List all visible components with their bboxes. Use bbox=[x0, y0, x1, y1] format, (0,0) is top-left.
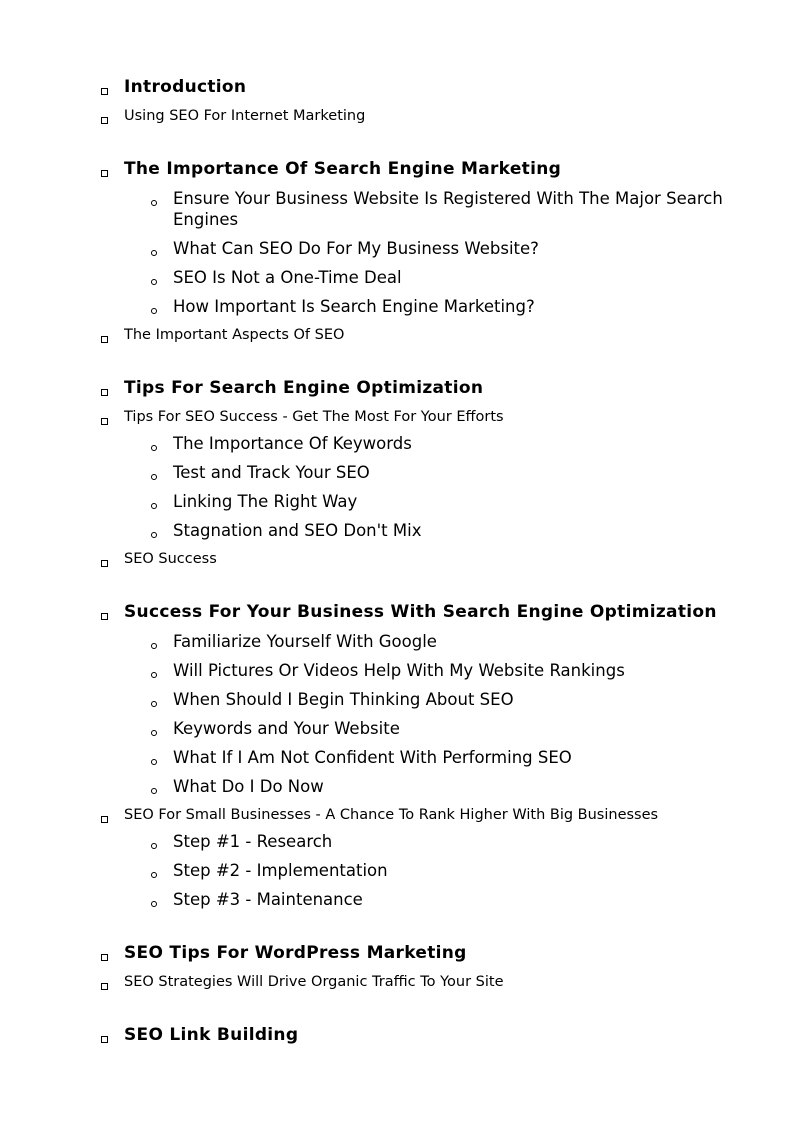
square-bullet-icon bbox=[101, 613, 108, 620]
square-bullet-icon bbox=[101, 1036, 108, 1043]
toc-subheading[interactable] bbox=[124, 549, 764, 570]
toc-entry-text: SEO Strategies Will Drive Organic Traffic To Your Site bbox=[124, 974, 504, 990]
circle-bullet-icon bbox=[151, 843, 157, 849]
toc-entry-text: Tips For Search Engine Optimization bbox=[124, 378, 484, 398]
toc-entry-text: Step #3 - Maintenance bbox=[173, 890, 363, 909]
toc-entry-text: Introduction bbox=[124, 77, 247, 97]
toc-subitem[interactable] bbox=[173, 462, 733, 483]
toc-entry-text: Test and Track Your SEO bbox=[173, 463, 370, 482]
toc-entry-text: Will Pictures Or Videos Help With My Website Rankings bbox=[173, 661, 625, 680]
toc-subitem[interactable] bbox=[173, 267, 733, 288]
toc-entry-text: SEO Tips For WordPress Marketing bbox=[124, 943, 467, 963]
toc-entry-text: How Important Is Search Engine Marketing? bbox=[173, 297, 535, 316]
toc-entry-text: Familiarize Yourself With Google bbox=[173, 632, 437, 651]
toc-subitem[interactable] bbox=[173, 747, 733, 768]
circle-bullet-icon bbox=[151, 730, 157, 736]
toc-entry-text: What If I Am Not Confident With Performing SEO bbox=[173, 748, 572, 767]
toc-entry-text: SEO Link Building bbox=[124, 1025, 299, 1045]
toc-heading[interactable] bbox=[124, 943, 764, 964]
toc-heading[interactable] bbox=[124, 1025, 764, 1046]
toc-entry-text: Tips For SEO Success - Get The Most For Your Efforts bbox=[124, 409, 504, 425]
toc-heading[interactable] bbox=[124, 159, 764, 180]
toc-heading[interactable] bbox=[124, 378, 764, 399]
toc-entry-text: SEO Is Not a One-Time Deal bbox=[173, 268, 402, 287]
circle-bullet-icon bbox=[151, 643, 157, 649]
toc-entry-text: Ensure Your Business Website Is Registered With The Major Search Engines bbox=[173, 189, 723, 229]
square-bullet-icon bbox=[101, 983, 108, 990]
circle-bullet-icon bbox=[151, 872, 157, 878]
circle-bullet-icon bbox=[151, 445, 157, 451]
toc-subitem[interactable] bbox=[173, 689, 733, 710]
toc-subitem[interactable] bbox=[173, 718, 733, 739]
circle-bullet-icon bbox=[151, 503, 157, 509]
toc-subitem[interactable] bbox=[173, 238, 733, 259]
square-bullet-icon bbox=[101, 389, 108, 396]
toc-entry-text: Stagnation and SEO Don't Mix bbox=[173, 521, 422, 540]
toc-entry-text: The Importance Of Keywords bbox=[173, 434, 412, 453]
circle-bullet-icon bbox=[151, 759, 157, 765]
toc-entry-text: SEO Success bbox=[124, 551, 217, 567]
toc-entry-text: SEO For Small Businesses - A Chance To Rank Higher With Big Businesses bbox=[124, 807, 659, 823]
circle-bullet-icon bbox=[151, 308, 157, 314]
toc-entry-text: Keywords and Your Website bbox=[173, 719, 400, 738]
toc-subitem[interactable] bbox=[173, 660, 733, 681]
toc-subitem[interactable] bbox=[173, 491, 733, 512]
toc-subitem[interactable] bbox=[173, 188, 733, 230]
toc-subitem[interactable] bbox=[173, 889, 733, 910]
toc-entry-text: What Can SEO Do For My Business Website? bbox=[173, 239, 539, 258]
toc-entry-text: When Should I Begin Thinking About SEO bbox=[173, 690, 514, 709]
toc-entry-text: The Important Aspects Of SEO bbox=[124, 327, 345, 343]
toc-subheading[interactable] bbox=[124, 106, 764, 127]
square-bullet-icon bbox=[101, 418, 108, 425]
square-bullet-icon bbox=[101, 816, 108, 823]
circle-bullet-icon bbox=[151, 200, 157, 206]
toc-heading[interactable] bbox=[124, 602, 764, 623]
toc-subitem[interactable] bbox=[173, 296, 733, 317]
toc-subitem[interactable] bbox=[173, 860, 733, 881]
toc-subheading[interactable] bbox=[124, 805, 764, 826]
square-bullet-icon bbox=[101, 560, 108, 567]
circle-bullet-icon bbox=[151, 901, 157, 907]
toc-subheading[interactable] bbox=[124, 325, 764, 346]
toc-entry-text: What Do I Do Now bbox=[173, 777, 324, 796]
toc-entry-text: The Importance Of Search Engine Marketing bbox=[124, 159, 562, 179]
toc-entry-text: Step #1 - Research bbox=[173, 832, 333, 851]
circle-bullet-icon bbox=[151, 532, 157, 538]
toc-heading[interactable] bbox=[124, 77, 764, 98]
square-bullet-icon bbox=[101, 170, 108, 177]
toc-subitem[interactable] bbox=[173, 520, 733, 541]
toc-entry-text: Step #2 - Implementation bbox=[173, 861, 388, 880]
circle-bullet-icon bbox=[151, 788, 157, 794]
toc-subheading[interactable] bbox=[124, 407, 764, 428]
square-bullet-icon bbox=[101, 336, 108, 343]
circle-bullet-icon bbox=[151, 701, 157, 707]
square-bullet-icon bbox=[101, 954, 108, 961]
toc-subitem[interactable] bbox=[173, 831, 733, 852]
toc-entry-text: Using SEO For Internet Marketing bbox=[124, 108, 366, 124]
toc-subitem[interactable] bbox=[173, 631, 733, 652]
toc-entry-text: Success For Your Business With Search Engine Optimization bbox=[124, 602, 717, 622]
toc-subitem[interactable] bbox=[173, 433, 733, 454]
circle-bullet-icon bbox=[151, 279, 157, 285]
square-bullet-icon bbox=[101, 117, 108, 124]
toc-entry-text: Linking The Right Way bbox=[173, 492, 358, 511]
circle-bullet-icon bbox=[151, 474, 157, 480]
circle-bullet-icon bbox=[151, 250, 157, 256]
toc-subitem[interactable] bbox=[173, 776, 733, 797]
square-bullet-icon bbox=[101, 88, 108, 95]
toc-subheading[interactable] bbox=[124, 972, 764, 993]
circle-bullet-icon bbox=[151, 672, 157, 678]
